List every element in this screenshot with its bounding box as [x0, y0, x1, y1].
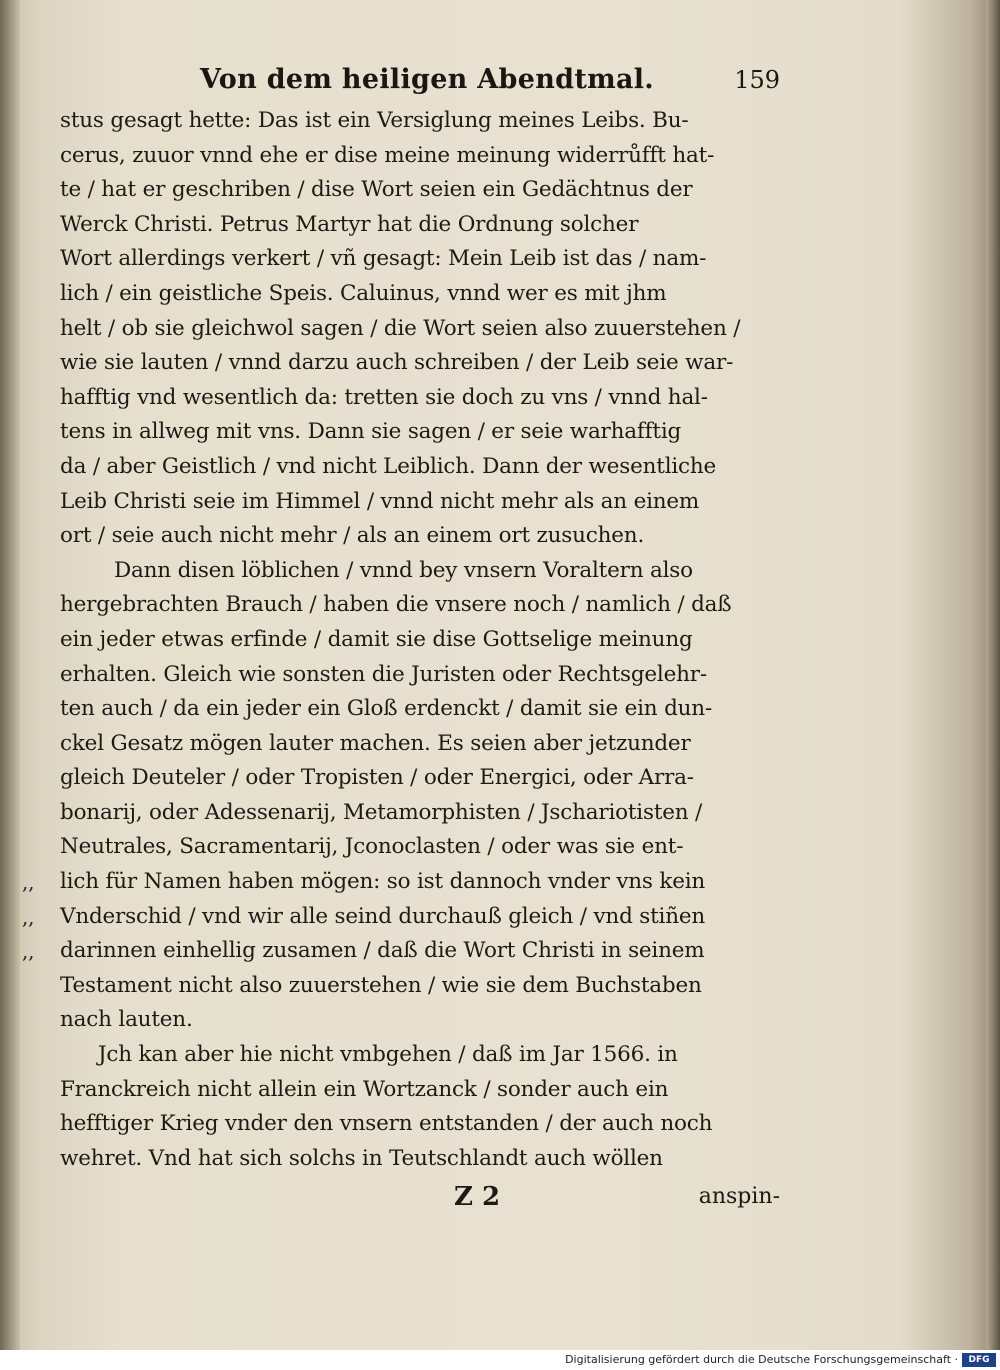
text-line: hergebrachten Brauch / haben die vnsere noch / namlich / daß	[60, 592, 732, 618]
text-line: Testament nicht also zuuerstehen / wie sie dem Buchstaben	[60, 972, 702, 998]
text-line: Werck Christi. Petrus Martyr hat die Ordnung solcher	[60, 211, 639, 237]
text-line: cerus, zuuor vnnd ehe er dise meine meinung widerrůfft hat-	[60, 142, 715, 168]
text-line: wie sie lauten / vnnd darzu auch schreiben / der Leib seie war-	[60, 350, 734, 376]
text-line: Franckreich nicht allein ein Wortzanck / sonder auch ein	[60, 1076, 669, 1102]
catchword: anspin-	[698, 1184, 780, 1210]
text-line: ten auch / da ein jeder ein Gloß erdenckt / damit sie ein dun-	[60, 696, 713, 722]
text-line: hafftig vnd wesentlich da: tretten sie doch zu vns / vnnd hal-	[60, 384, 708, 410]
margin-quote-mark: ,,	[22, 870, 35, 895]
text-line-content: lich für Namen haben mögen: so ist dannoch vnder vns kein	[60, 869, 706, 895]
text-line: hefftiger Krieg vnder den vnsern entstanden / der auch noch	[60, 1111, 713, 1137]
dfg-credit-bar	[0, 1350, 1000, 1370]
margin-quote-mark: ,,	[22, 904, 35, 929]
text-line: nach lauten.	[60, 1007, 193, 1033]
text-line: helt / ob sie gleichwol sagen / die Wort seien also zuuerstehen /	[60, 315, 741, 341]
book-binding-left	[0, 0, 20, 1350]
margin-quote-mark: ,,	[22, 939, 35, 964]
text-line: Neutrales, Sacramentarij, Jconoclasten / oder was sie ent-	[60, 834, 684, 860]
text-line-content: darinnen einhellig zusamen / daß die Wort Christi in seinem	[60, 938, 705, 964]
text-line: da / aber Geistlich / vnd nicht Leiblich. Dann der wesentliche	[60, 453, 717, 479]
text-line	[22, 934, 760, 969]
text-line: te / hat er geschriben / dise Wort seien ein Gedächtnus der	[60, 177, 693, 203]
text-line: tens in allweg mit vns. Dann sie sagen / er seie warhafftig	[60, 419, 682, 445]
text-line-content: Vnderschid / vnd wir alle seind durchauß gleich / vnd stiñen	[60, 903, 706, 929]
text-line: Leib Christi seie im Himmel / vnnd nicht mehr als an einem	[60, 488, 700, 514]
page-header	[60, 60, 780, 104]
signature-mark: Z 2	[454, 1182, 501, 1213]
folio-number: 159	[734, 66, 780, 94]
running-head: Von dem heiligen Abendtmal.	[200, 64, 655, 95]
paragraph-start-line: Dann disen löblichen / vnnd bey vnsern Voraltern also	[114, 557, 693, 583]
text-line: Wort allerdings verkert / vñ gesagt: Mein Leib ist das / nam-	[60, 246, 707, 272]
text-line: wehret. Vnd hat sich solchs in Teutschlandt auch wöllen	[60, 1145, 663, 1171]
text-line: gleich Deuteler / oder Tropisten / oder Energici, oder Arra-	[60, 765, 694, 791]
text-line: stus gesagt hette: Das ist ein Versiglung meines Leibs. Bu-	[60, 108, 689, 133]
book-page	[22, 60, 780, 1222]
text-line: lich / ein geistliche Speis. Caluinus, vnnd wer es mit jhm	[60, 280, 667, 306]
dfg-logo-icon: DFG	[962, 1353, 996, 1367]
text-line: ort / seie auch nicht mehr / als an einem ort zusuchen.	[60, 523, 645, 549]
text-line: ein jeder etwas erfinde / damit sie dise Gottselige meinung	[60, 626, 693, 652]
dfg-credit-text: Digitalisierung gefördert durch die Deutsche Forschungsgemeinschaft ·	[565, 1353, 958, 1366]
page-footer	[60, 1182, 780, 1222]
text-line: erhalten. Gleich wie sonsten die Juristen oder Rechtsgelehr-	[60, 661, 707, 687]
text-line	[22, 900, 760, 935]
text-line	[22, 865, 760, 900]
text-line: ckel Gesatz mögen lauter machen. Es seien aber jetzunder	[60, 730, 691, 756]
body-text	[22, 104, 760, 1176]
book-binding-right	[986, 0, 1000, 1350]
paragraph-start-line: Jch kan aber hie nicht vmbgehen / daß im Jar 1566. in	[98, 1042, 678, 1068]
text-line: bonarij, oder Adessenarij, Metamorphisten / Jschariotisten /	[60, 799, 703, 825]
